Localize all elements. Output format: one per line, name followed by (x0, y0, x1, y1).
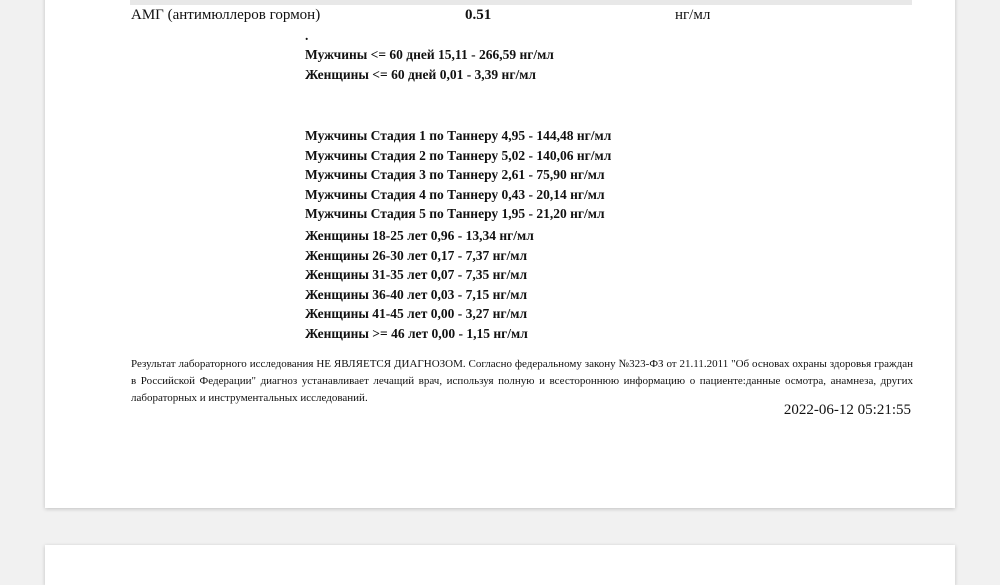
reference-range: Мужчины <= 60 дней 15,11 - 266,59 нг/мл (305, 47, 554, 62)
reference-range: Мужчины Стадия 5 по Таннеру 1,95 - 21,20 нг/мл (305, 206, 605, 222)
next-page (45, 545, 955, 585)
reference-range: Женщины 36-40 лет 0,03 - 7,15 нг/мл (305, 286, 528, 302)
reference-range: Женщины 26-30 лет 0,17 - 7,37 нг/мл (305, 247, 528, 263)
reference-range: Женщины <= 60 дней 0,01 - 3,39 нг/мл (305, 66, 536, 82)
reference-range: Мужчины Стадия 3 по Таннеру 2,61 - 75,90 нг/мл (305, 167, 605, 183)
test-name: АМГ (антимюллеров гормон) (131, 7, 321, 23)
dot: . (305, 28, 309, 43)
reference-range: Мужчины Стадия 1 по Таннеру 4,95 - 144,48 нг/мл (305, 128, 612, 143)
document-page (45, 0, 955, 508)
test-unit: нг/мл (675, 7, 711, 23)
reference-range: Женщины 31-35 лет 0,07 - 7,35 нг/мл (305, 267, 528, 283)
reference-range: Мужчины Стадия 4 по Таннеру 0,43 - 20,14 нг/мл (305, 186, 605, 202)
reference-range: Женщины 18-25 лет 0,96 - 13,34 нг/мл (305, 228, 534, 243)
reference-range: Женщины >= 46 лет 0,00 - 1,15 нг/мл (305, 326, 528, 341)
disclaimer: Результат лабораторного исследования НЕ ЯВЛЯЕТСЯ ДИАГНОЗОМ. Согласно федеральному закону №323-ФЗ от 21.11.2011 "Об основах охраны здоровья граждан в Российской Федерации" диагноз устанавливает лечащий врач, используя полную и всестороннюю информацию о пациенте:данные осмотра, анамнеза, других лабораторных и инструментальных исследований. (131, 358, 913, 404)
reference-range: Мужчины Стадия 2 по Таннеру 5,02 - 140,06 нг/мл (305, 147, 612, 163)
timestamp: 2022-06-12 05:21:55 (783, 402, 911, 418)
table-row-previous (130, 0, 912, 5)
reference-range: Женщины 41-45 лет 0,00 - 3,27 нг/мл (305, 306, 528, 322)
test-value: 0.51 (465, 7, 492, 23)
